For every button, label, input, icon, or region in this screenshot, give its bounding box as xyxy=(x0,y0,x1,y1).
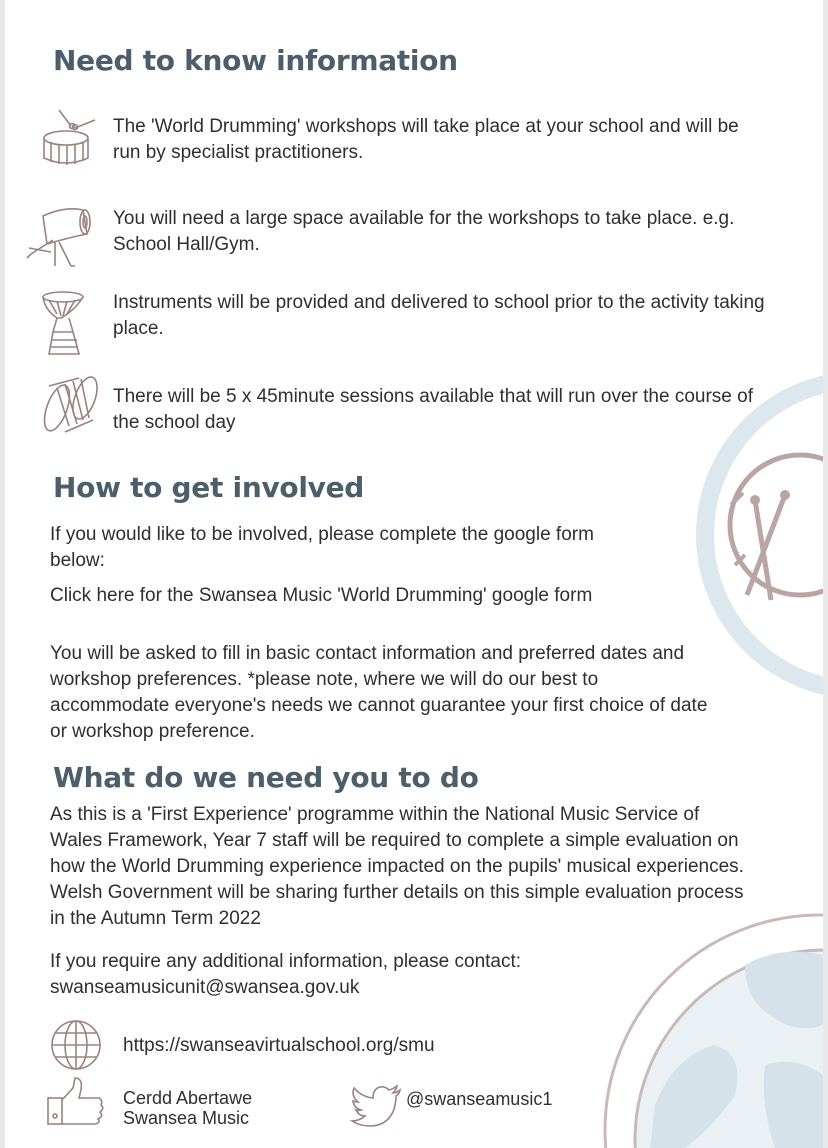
facebook-name-line2: Swansea Music xyxy=(123,1108,250,1128)
thumbs-up-icon xyxy=(45,1076,107,1128)
decorative-globe xyxy=(595,905,823,1148)
djembe-icon xyxy=(39,288,95,358)
heading-get-involved: How to get involved xyxy=(53,471,365,504)
globe-icon xyxy=(49,1018,103,1072)
heading-need-to-know: Need to know information xyxy=(53,44,458,77)
twitter-bird-icon xyxy=(350,1084,404,1128)
involved-intro-text: If you would like to be involved, please complete the google form below: xyxy=(50,524,594,571)
website-link[interactable]: https://swanseavirtualschool.org/smu xyxy=(123,1035,435,1056)
info-item-3-text: Instruments will be provided and delivered to school prior to the activity taking place. xyxy=(113,292,765,339)
involved-details-text: You will be asked to fill in basic contact information and preferred dates and workshop preferences. *please note, where we will do our best to accommodate everyone's needs we cannot guarantee your first choice of date or workshop preference. xyxy=(50,643,708,742)
drum-on-stand-icon xyxy=(25,204,97,270)
contact-email-link[interactable]: swanseamusicunit@swansea.gov.uk xyxy=(50,977,360,998)
snare-drum-icon xyxy=(39,108,101,170)
facebook-name-line1: Cerdd Abertawe xyxy=(123,1088,253,1108)
info-item-2-text: You will need a large space available for the workshops to take place. e.g. School Hall/Gym. xyxy=(113,208,735,255)
info-item-4-text: There will be 5 x 45minute sessions available that will run over the course of the school day xyxy=(113,386,753,433)
what-we-need-body: As this is a 'First Experience' programme within the National Music Service of Wales Framework, Year 7 staff will be required to complete a simple evaluation on how the World Drumming experience impacted on the pupils' musical experiences. Welsh Government will be sharing further details on this simple evaluation process in the Autumn Term 2022 xyxy=(50,804,744,929)
contact-line: If you require any additional information, please contact: xyxy=(50,951,522,972)
info-item-1-text: The 'World Drumming' workshops will take place at your school and will be run by specialist practitioners. xyxy=(113,116,739,163)
info-sheet xyxy=(5,0,823,1148)
hand-drum-icon xyxy=(39,374,101,436)
twitter-handle-link[interactable]: @swanseamusic1 xyxy=(406,1089,553,1109)
heading-what-we-need: What do we need you to do xyxy=(53,761,479,794)
google-form-link[interactable]: Click here for the Swansea Music 'World Drumming' google form xyxy=(50,585,593,606)
